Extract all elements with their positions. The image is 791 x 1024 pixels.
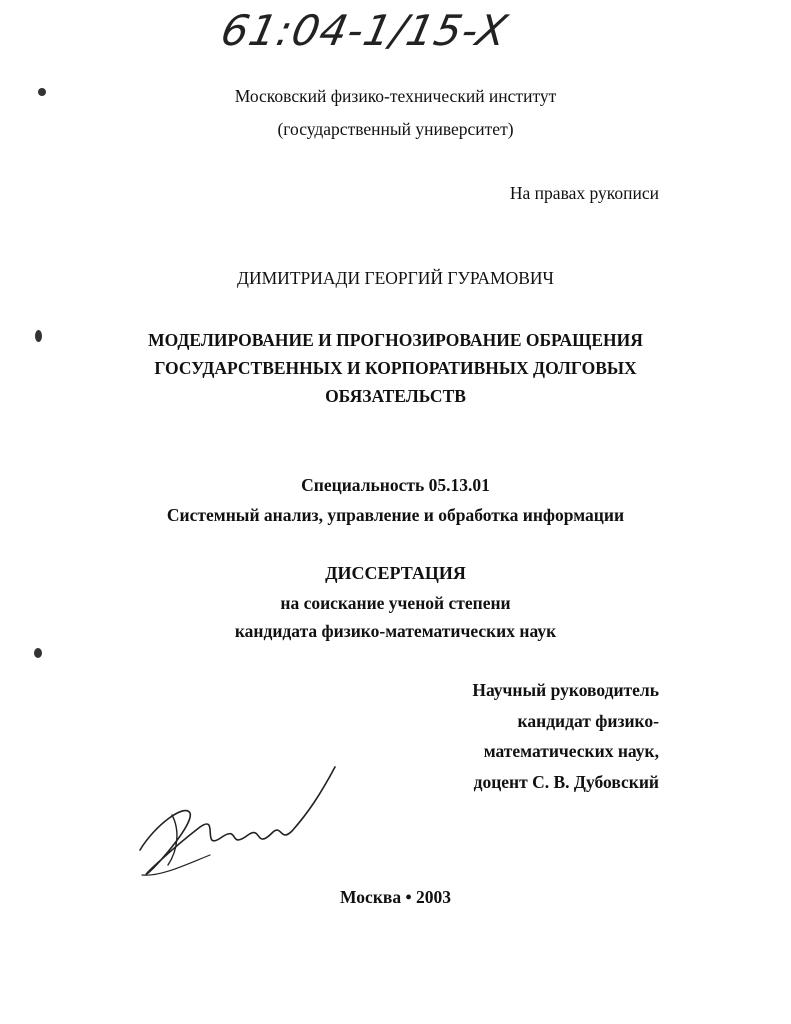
scan-speck [34, 648, 42, 658]
city-year: Москва • 2003 [340, 887, 451, 907]
title-line-2: ГОСУДАРСТВЕННЫХ И КОРПОРАТИВНЫХ ДОЛГОВЫХ [154, 358, 637, 378]
handwritten-signature [130, 755, 340, 885]
dissertation-heading: ДИССЕРТАЦИЯ [325, 563, 466, 583]
supervisor-line-2: кандидат физико- [517, 711, 659, 731]
title-line-3: ОБЯЗАТЕЛЬСТВ [325, 386, 466, 406]
signature-stroke [140, 767, 335, 874]
supervisor-line-4: доцент С. В. Дубовский [473, 772, 659, 792]
institution-line-1: Московский физико-технический институт [234, 86, 557, 106]
supervisor-line-1: Научный руководитель [472, 680, 659, 700]
specialty-code: Специальность 05.13.01 [301, 475, 490, 495]
manuscript-note: На правах рукописи [509, 183, 659, 203]
author-name: ДИМИТРИАДИ ГЕОРГИЙ ГУРАМОВИЧ [237, 268, 554, 288]
signature-stroke [168, 815, 177, 865]
signature-stroke [142, 855, 210, 875]
degree-line-2: кандидата физико-математических наук [234, 621, 557, 641]
handwritten-archive-number: 61:04-1/15-X [216, 6, 513, 55]
specialty-name: Системный анализ, управление и обработка информации [166, 505, 625, 525]
institution-line-2: (государственный университет) [277, 119, 514, 139]
degree-line-1: на соискание ученой степени [280, 593, 511, 613]
title-line-1: МОДЕЛИРОВАНИЕ И ПРОГНОЗИРОВАНИЕ ОБРАЩЕНИЯ [148, 330, 643, 350]
supervisor-line-3: математических наук, [483, 741, 659, 761]
